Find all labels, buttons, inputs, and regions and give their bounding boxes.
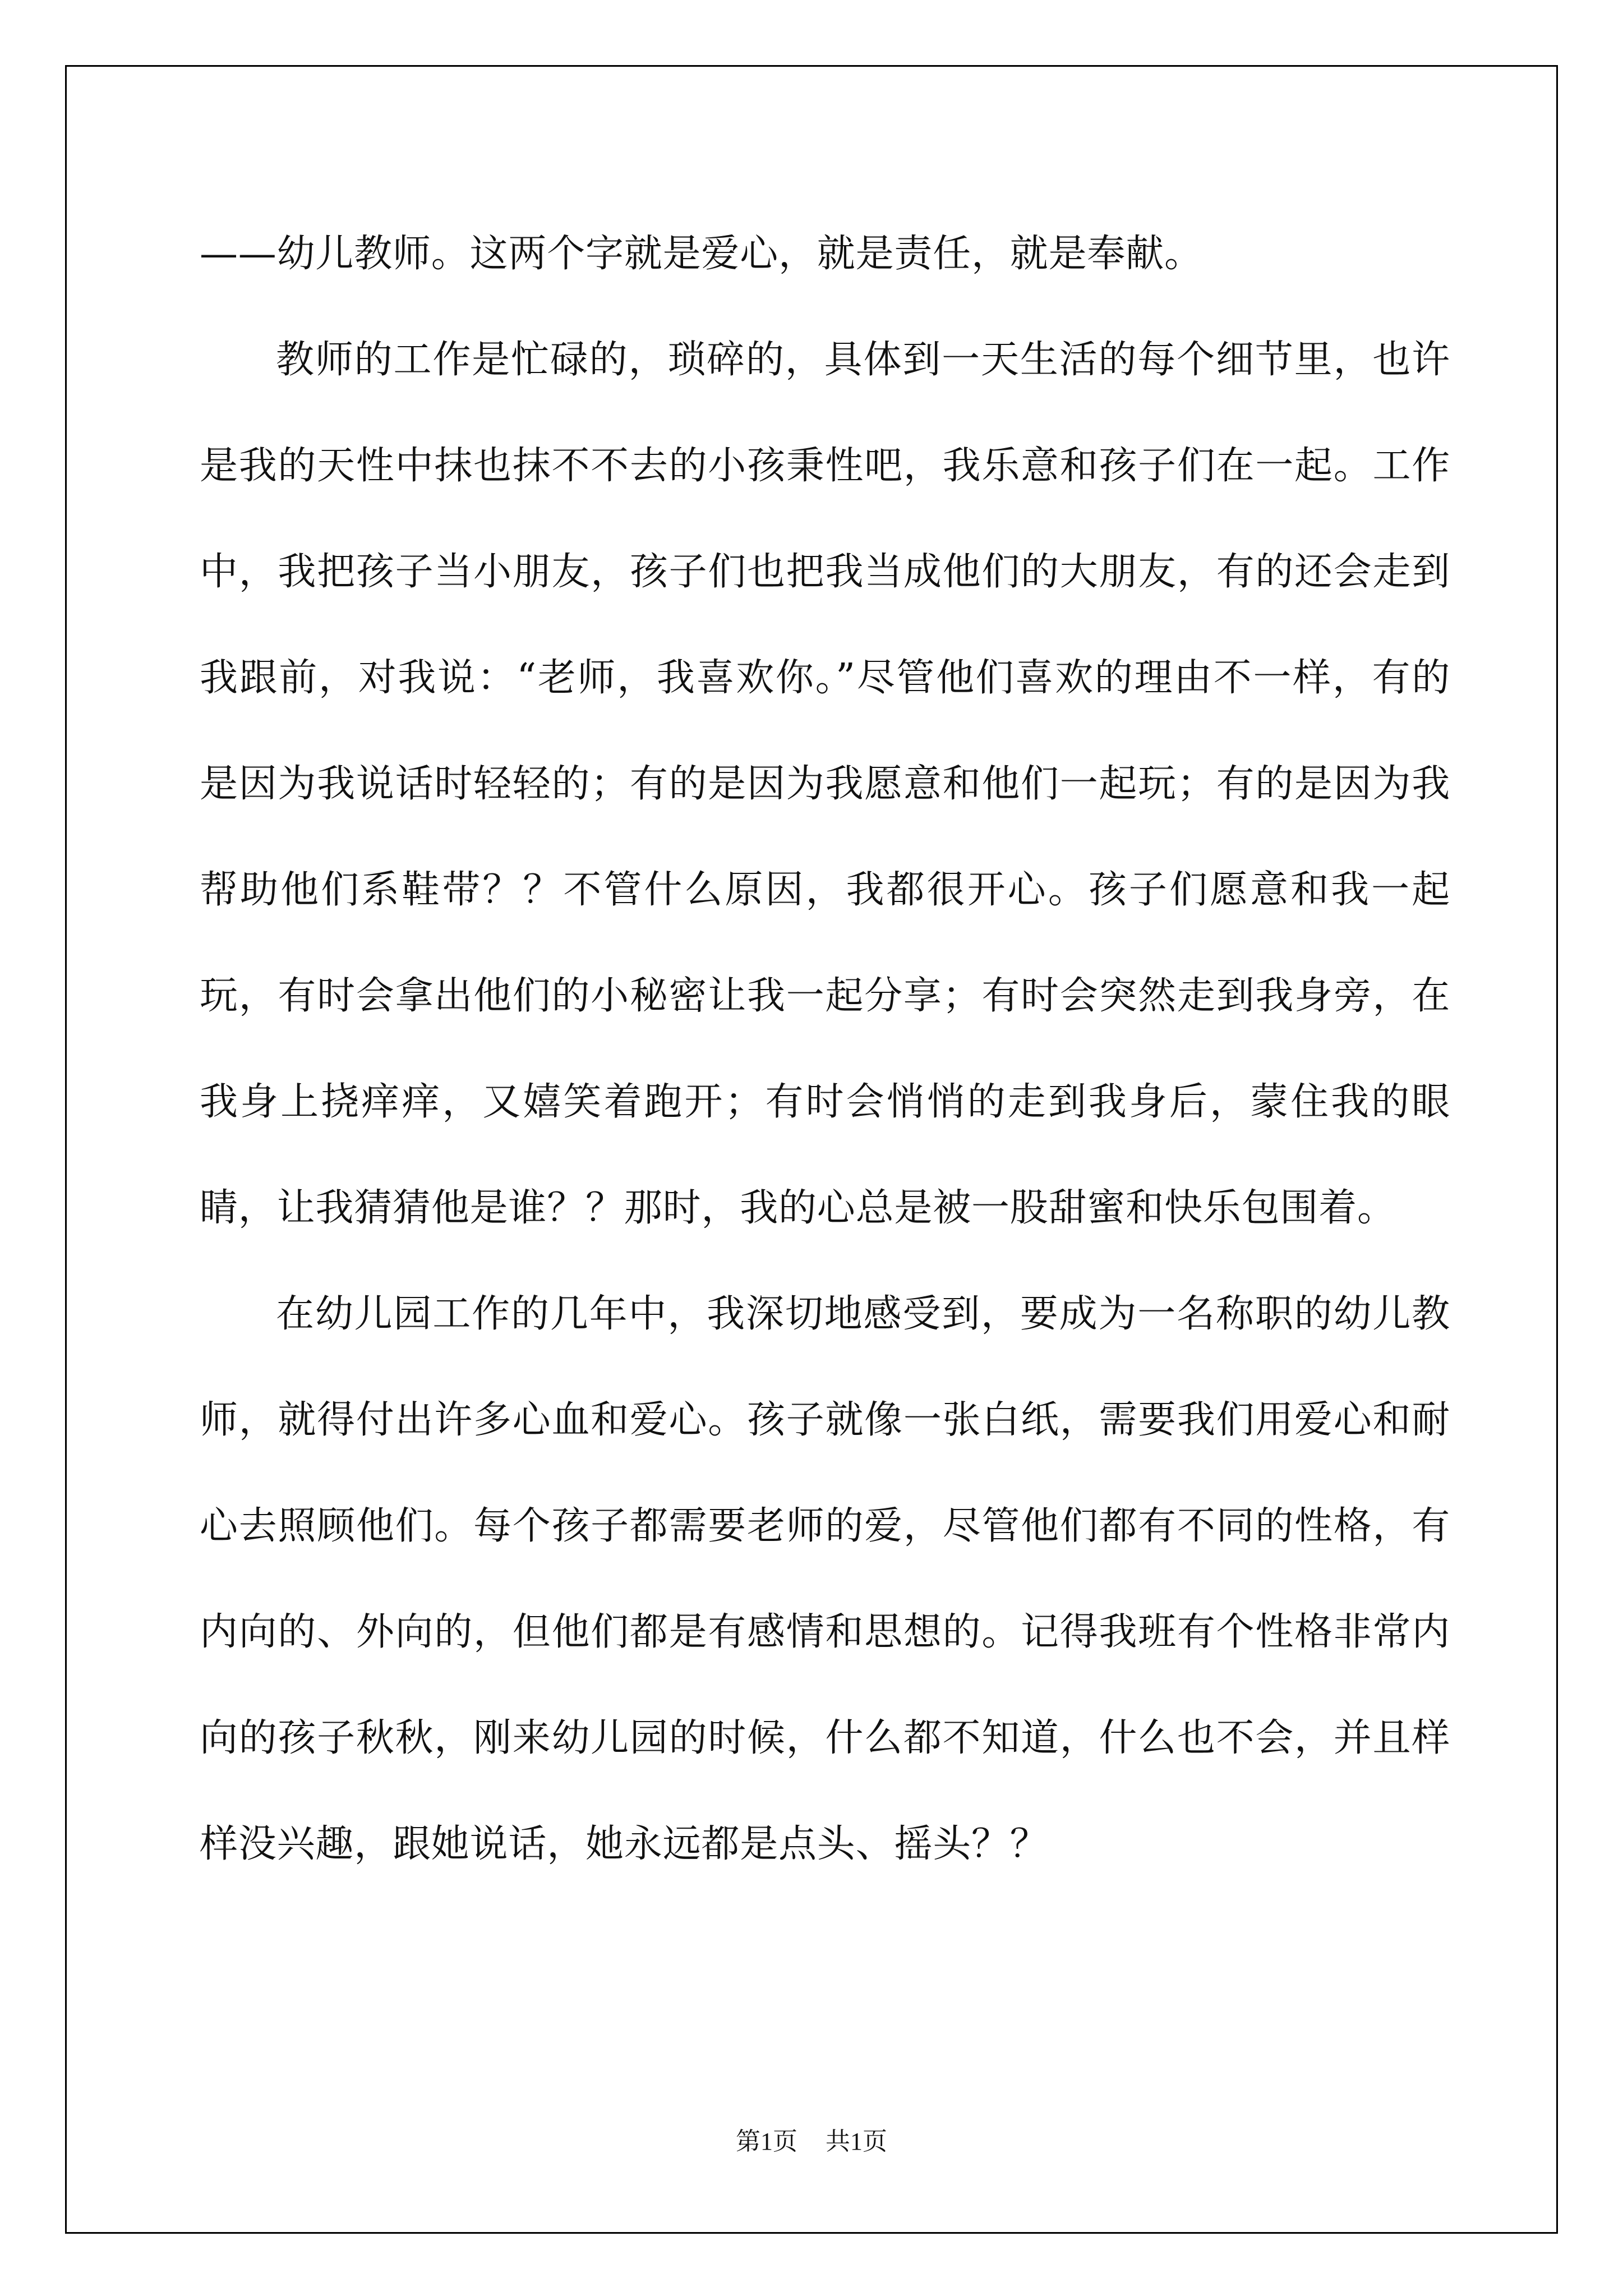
page-number: 第1页: [736, 2128, 797, 2155]
paragraph-teacher-work: 教师的工作是忙碌的，琐碎的，具体到一天生活的每个细节里，也许是我的天性中抹也抹不不去的小孩秉性吧，我乐意和孩子们在一起。工作中，我把孩子当小朋友，孩子们也把我当成他们的大朋友，有的还会走到我跟前，对我说：“老师，我喜欢你。”尽管他们喜欢的理由不一样，有的是因为我说话时轻轻的；有的是因为我愿意和他们一起玩；有的是因为我帮助他们系鞋带？？不管什么原因，我都很开心。孩子们愿意和我一起玩，有时会拿出他们的小秘密让我一起分享；有时会突然走到我身旁，在我身上挠痒痒，又嬉笑着跑开；有时会悄悄的走到我身后，蒙住我的眼睛，让我猜猜他是谁？？那时，我的心总是被一股甜蜜和快乐包围着。: [200, 338, 1450, 1230]
document-body: [200, 201, 1450, 1897]
page-footer: [0, 2129, 1623, 2154]
page-total: 共1页: [826, 2128, 887, 2155]
paragraph-kindergarten-years: 在幼儿园工作的几年中，我深切地感受到，要成为一名称职的幼儿教师，就得付出许多心血和爱心。孩子就像一张白纸，需要我们用爱心和耐心去照顾他们。每个孩子都需要老师的爱，尽管他们都有不同的性格，有内向的、外向的，但他们都是有感情和思想的。记得我班有个性格非常内向的孩子秋秋，刚来幼儿园的时候，什么都不知道，什么也不会，并且样样没兴趣，跟她说话，她永远都是点头、摇头？？: [200, 1292, 1450, 1866]
paragraph-continuation: ——幼儿教师。这两个字就是爱心，就是责任，就是奉献。: [200, 232, 1203, 276]
